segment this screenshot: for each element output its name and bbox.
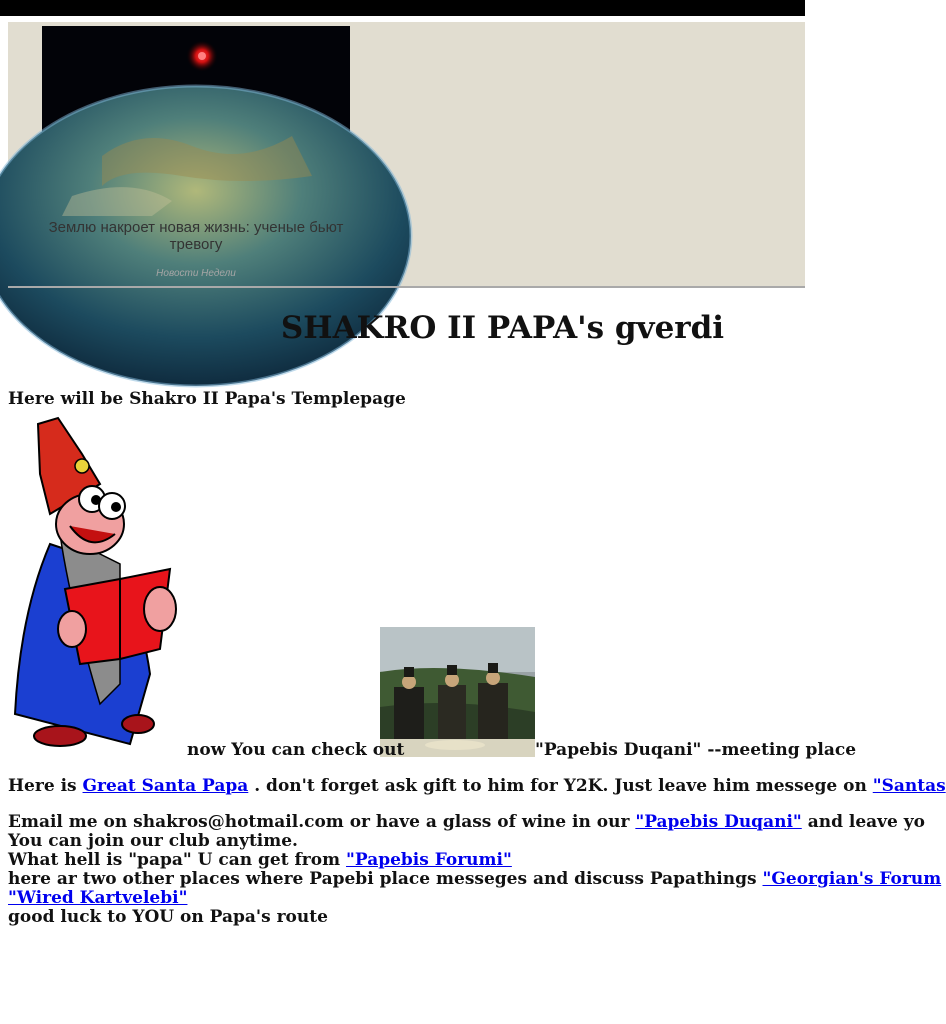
ad-source: Новости Недели bbox=[156, 268, 236, 279]
wired-line bbox=[8, 889, 187, 908]
ad-headline[interactable]: Землю накроет новая жизнь: ученые бьют тревогу bbox=[48, 219, 344, 253]
ad-card[interactable] bbox=[42, 26, 350, 283]
santa-line bbox=[8, 777, 946, 796]
check-out-suffix: "Papebis Duqani" --meeting place bbox=[535, 740, 857, 760]
join-club-text: You can join our club anytime. bbox=[8, 831, 298, 851]
papebis-forumi-link[interactable]: "Papebis Forumi" bbox=[346, 850, 512, 870]
check-out-prefix: now You can check out bbox=[187, 740, 405, 760]
papebis-duqani-link[interactable]: "Papebis Duqani" bbox=[635, 812, 802, 832]
top-bar bbox=[0, 0, 805, 16]
other-places-prefix: here ar two other places where Papebi place messeges and discuss Papathings bbox=[8, 869, 757, 889]
email-line bbox=[8, 813, 925, 832]
ad-banner bbox=[8, 22, 805, 286]
good-luck-text: good luck to YOU on Papa's route bbox=[8, 907, 328, 927]
check-out-line bbox=[187, 741, 404, 760]
papa-prefix: What hell is "papa" U can get from bbox=[8, 850, 341, 870]
intro-text: Here will be Shakro II Papa's Templepage bbox=[8, 389, 406, 409]
email-suffix: and leave yo bbox=[807, 812, 925, 832]
page-title: SHAKRO II PAPA's gverdi bbox=[280, 310, 725, 346]
other-places-line bbox=[8, 870, 941, 889]
great-santa-papa-link[interactable]: Great Santa Papa bbox=[82, 776, 249, 796]
papebis-duqani-painting bbox=[380, 627, 535, 757]
ad-earth-image[interactable] bbox=[42, 26, 350, 216]
georgians-forum-link[interactable]: "Georgian's Forum bbox=[762, 869, 942, 889]
santas-link[interactable]: "Santas bbox=[872, 776, 946, 796]
santa-middle: . don't forget ask gift to him for Y2K. Just leave him messege on bbox=[254, 776, 867, 796]
papa-forumi-line bbox=[8, 851, 512, 870]
wired-kartvelebi-link[interactable]: "Wired Kartvelebi" bbox=[8, 888, 188, 908]
email-prefix: Email me on shakros@hotmail.com or have a glass of wine in our bbox=[8, 812, 630, 832]
papa-cartoon-image bbox=[10, 414, 182, 752]
check-out-suffix-line bbox=[535, 741, 856, 760]
horizontal-rule bbox=[8, 286, 805, 288]
santa-prefix: Here is bbox=[8, 776, 77, 796]
